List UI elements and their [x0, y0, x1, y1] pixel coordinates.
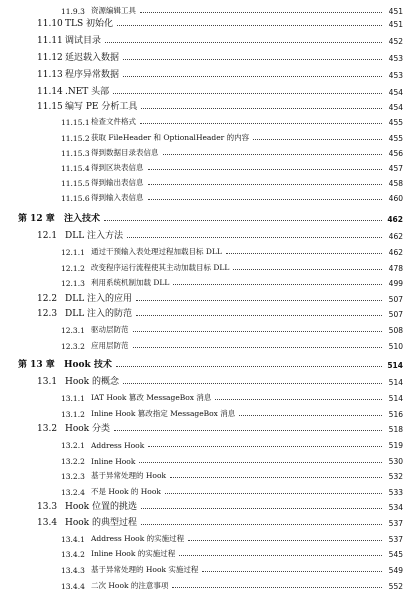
toc-entry-title: TLS 初始化: [65, 19, 114, 29]
toc-entry-number: 11.15.2: [61, 134, 90, 143]
toc-subsection-row: [0, 175, 417, 188]
toc-entry-title: 应用层防范: [91, 341, 129, 350]
toc-subsection-row: [0, 390, 417, 403]
toc-entry-number: 12.1.3: [61, 279, 85, 288]
dot-leader: [141, 508, 382, 509]
toc-entry-title: 编写 PE 分析工具: [65, 102, 138, 112]
toc-subsection-row: [0, 546, 417, 559]
toc-subsection-row: [0, 244, 417, 257]
toc-entry-page-number: 514: [388, 394, 403, 403]
toc-entry-title: Address Hook: [91, 441, 145, 450]
dot-leader: [123, 59, 382, 60]
dot-leader: [140, 123, 382, 124]
dot-leader: [148, 169, 383, 170]
toc-chapter-row: [0, 211, 417, 224]
toc-subsection-row: [0, 531, 417, 544]
toc-entry-number: 12.3: [37, 309, 58, 319]
toc-entry-number: 13.4.3: [61, 566, 85, 575]
toc-entry-title: 获取 FileHeader 和 OptionalHeader 的内容: [91, 133, 250, 142]
toc-entry-title: 二次 Hook 的注意事项: [91, 581, 169, 590]
toc-entry-title: DLL 注入的防范: [65, 309, 133, 319]
toc-entry-number: 12.1: [37, 231, 58, 241]
dot-leader: [148, 446, 382, 447]
dot-leader: [114, 430, 382, 431]
toc-entry-page-number: 454: [388, 88, 403, 97]
toc-entry-title: 延迟载入数据: [65, 53, 120, 63]
toc-entry-number: 第 13 章: [18, 360, 55, 370]
toc-section-row: [0, 67, 417, 80]
toc-subsection-row: [0, 114, 417, 127]
toc-entry-page-number: 519: [388, 441, 403, 450]
toc-subsection-row: [0, 562, 417, 575]
toc-entry-page-number: 508: [388, 326, 403, 335]
toc-entry-page-number: 455: [388, 118, 403, 127]
dot-leader: [139, 462, 382, 463]
toc-entry-number: 11.15.5: [61, 179, 90, 188]
toc-entry-page-number: 516: [388, 410, 403, 419]
toc-entry-page-number: 532: [388, 472, 403, 481]
toc-entry-number: 13.1.2: [61, 410, 85, 419]
toc-entry-title: Hook 技术: [64, 360, 112, 370]
toc-entry-title: Inline Hook 的实施过程: [91, 549, 176, 558]
dot-leader: [116, 366, 382, 367]
dot-leader: [233, 269, 382, 270]
dot-leader: [170, 477, 382, 478]
toc-entry-page-number: 462: [388, 232, 403, 241]
dot-leader: [133, 347, 383, 348]
toc-entry-number: 11.10: [37, 19, 63, 29]
toc-entry-number: 11.12: [37, 53, 63, 63]
toc-entry-number: 13.3: [37, 502, 58, 512]
toc-entry-title: 基于异常处理的 Hook: [91, 471, 166, 480]
toc-entry-number: 11.13: [37, 70, 63, 80]
toc-entry-page-number: 510: [388, 342, 403, 351]
toc-section-row: [0, 499, 417, 512]
toc-entry-title: 得到输出表信息: [91, 178, 144, 187]
toc-entry-number: 13.4.4: [61, 582, 85, 591]
toc-entry-title: 通过干预输入表处理过程加载目标 DLL: [91, 247, 222, 256]
toc-entry-number: 12.3.2: [61, 342, 85, 351]
toc-entry-page-number: 451: [388, 20, 403, 29]
dot-leader: [133, 331, 383, 332]
toc-section-row: [0, 421, 417, 434]
toc-section-row: [0, 50, 417, 63]
toc-entry-page-number: 537: [388, 519, 403, 528]
toc-entry-number: 11.15.1: [61, 118, 90, 127]
toc-entry-number: 第 12 章: [18, 214, 55, 224]
toc-entry-page-number: 530: [388, 457, 403, 466]
toc-entry-page-number: 456: [388, 149, 403, 158]
toc-entry-number: 11.15.3: [61, 149, 90, 158]
toc-entry-title: 基于异常处理的 Hook 实施过程: [91, 565, 199, 574]
dot-leader: [179, 555, 382, 556]
toc-subsection-row: [0, 145, 417, 158]
toc-entry-page-number: 507: [388, 295, 403, 304]
toc-entry-title: 资源编辑工具: [91, 6, 136, 15]
toc-entry-title: Address Hook 的实施过程: [91, 534, 185, 543]
toc-entry-title: DLL 注入方法: [65, 231, 124, 241]
toc-section-row: [0, 16, 417, 29]
toc-entry-title: Inline Hook: [91, 457, 136, 466]
dot-leader: [123, 76, 382, 77]
dot-leader: [140, 12, 382, 13]
toc-section-row: [0, 99, 417, 112]
toc-section-row: [0, 84, 417, 97]
toc-entry-number: 12.2: [37, 294, 58, 304]
toc-entry-title: 得到数据目录表信息: [91, 148, 159, 157]
toc-entry-title: 注入技术: [64, 214, 101, 224]
toc-entry-number: 13.2.2: [61, 457, 85, 466]
dot-leader: [148, 184, 383, 185]
toc-entry-page-number: 453: [388, 54, 403, 63]
toc-entry-page-number: 451: [388, 7, 403, 16]
toc-entry-page-number: 462: [388, 248, 403, 257]
toc-entry-number: 12.1.1: [61, 248, 85, 257]
toc-entry-number: 11.9.3: [61, 7, 85, 16]
dot-leader: [141, 524, 382, 525]
toc-entry-number: 13.4: [37, 518, 58, 528]
toc-entry-title: .NET 头部: [65, 87, 110, 97]
dot-leader: [188, 540, 382, 541]
toc-entry-title: Hook 分类: [65, 424, 111, 434]
toc-entry-page-number: 453: [388, 71, 403, 80]
toc-subsection-row: [0, 484, 417, 497]
toc-chapter-row: [0, 357, 417, 370]
toc-entry-page-number: 549: [388, 566, 403, 575]
toc-entry-page-number: 537: [388, 535, 403, 544]
toc-entry-page-number: 545: [388, 550, 403, 559]
toc-subsection-row: [0, 578, 417, 591]
toc-entry-number: 13.2.1: [61, 441, 85, 450]
dot-leader: [105, 42, 382, 43]
dot-leader: [123, 383, 382, 384]
dot-leader: [136, 315, 382, 316]
toc-entry-page-number: 518: [388, 425, 403, 434]
toc-entry-title: 得到区块表信息: [91, 163, 144, 172]
toc-subsection-row: [0, 160, 417, 173]
dot-leader: [136, 300, 382, 301]
toc-entry-title: 不是 Hook 的 Hook: [91, 487, 161, 496]
toc-entry-number: 11.14: [37, 87, 63, 97]
dot-leader: [173, 284, 382, 285]
toc-section-row: [0, 515, 417, 528]
toc-entry-page-number: 457: [388, 164, 403, 173]
toc-entry-page-number: 514: [387, 361, 403, 370]
toc-subsection-row: [0, 322, 417, 335]
toc-entry-page-number: 499: [388, 279, 403, 288]
toc-entry-number: 11.15.4: [61, 164, 90, 173]
dot-leader: [141, 108, 382, 109]
dot-leader: [226, 253, 382, 254]
toc-entry-page-number: 514: [388, 378, 403, 387]
toc-entry-title: IAT Hook 篡改 MessageBox 消息: [91, 393, 212, 402]
toc-entry-page-number: 452: [388, 37, 403, 46]
toc-section-row: [0, 306, 417, 319]
dot-leader: [215, 399, 382, 400]
toc-subsection-row: [0, 190, 417, 203]
toc-entry-title: Hook 位置的挑选: [65, 502, 138, 512]
toc-entry-page-number: 455: [388, 134, 403, 143]
dot-leader: [104, 220, 382, 221]
toc-subsection-row: [0, 453, 417, 466]
toc-entry-page-number: 534: [388, 503, 403, 512]
toc-entry-title: Hook 的典型过程: [65, 518, 138, 528]
toc-subsection-row: [0, 437, 417, 450]
dot-leader: [253, 139, 382, 140]
toc-entry-title: 利用系统机制加载 DLL: [91, 278, 170, 287]
toc-entry-number: 12.3.1: [61, 326, 85, 335]
toc-subsection-row: [0, 338, 417, 351]
toc-entry-number: 13.2: [37, 424, 58, 434]
toc-entry-number: 13.4.1: [61, 535, 85, 544]
toc-subsection-row: [0, 260, 417, 273]
toc-entry-page-number: 478: [388, 264, 403, 273]
dot-leader: [148, 199, 383, 200]
toc-entry-number: 13.2.4: [61, 488, 85, 497]
dot-leader: [202, 571, 382, 572]
dot-leader: [117, 25, 382, 26]
toc-subsection-row: [0, 468, 417, 481]
dot-leader: [239, 415, 382, 416]
toc-entry-page-number: 458: [388, 179, 403, 188]
toc-entry-number: 11.15: [37, 102, 63, 112]
toc-entry-title: Inline Hook 篡改指定 MessageBox 消息: [91, 409, 236, 418]
toc-entry-page-number: 460: [388, 194, 403, 203]
toc-entry-number: 13.4.2: [61, 550, 85, 559]
toc-entry-number: 13.1.1: [61, 394, 85, 403]
toc-section-row: [0, 33, 417, 46]
toc-section-row: [0, 291, 417, 304]
toc-entry-title: Hook 的概念: [65, 377, 120, 387]
dot-leader: [172, 587, 382, 588]
toc-entry-number: 11.15.6: [61, 194, 90, 203]
toc-subsection-row: [0, 406, 417, 419]
toc-entry-page-number: 507: [388, 310, 403, 319]
toc-subsection-row: [0, 275, 417, 288]
toc-section-row: [0, 374, 417, 387]
toc-entry-number: 13.1: [37, 377, 58, 387]
toc-entry-title: 检查文件格式: [91, 117, 136, 126]
toc-subsection-row: [0, 130, 417, 143]
toc-entry-title: DLL 注入的应用: [65, 294, 133, 304]
toc-entry-page-number: 462: [387, 215, 403, 224]
toc-entry-title: 改变程序运行流程使其主动加载目标 DLL: [91, 263, 230, 272]
dot-leader: [163, 154, 383, 155]
toc-subsection-row: [0, 3, 417, 16]
toc-entry-number: 11.11: [37, 36, 63, 46]
toc-entry-page-number: 454: [388, 103, 403, 112]
toc-entry-number: 12.1.2: [61, 264, 85, 273]
toc-entry-number: 13.2.3: [61, 472, 85, 481]
toc-entry-page-number: 552: [388, 582, 403, 591]
toc-entry-title: 得到输入表信息: [91, 193, 144, 202]
toc-entry-title: 驱动层防范: [91, 325, 129, 334]
toc-entry-title: 调试目录: [65, 36, 102, 46]
toc-entry-title: 程序异常数据: [65, 70, 120, 80]
toc-entry-page-number: 533: [388, 488, 403, 497]
toc-section-row: [0, 228, 417, 241]
dot-leader: [127, 237, 382, 238]
dot-leader: [113, 93, 382, 94]
dot-leader: [165, 493, 382, 494]
